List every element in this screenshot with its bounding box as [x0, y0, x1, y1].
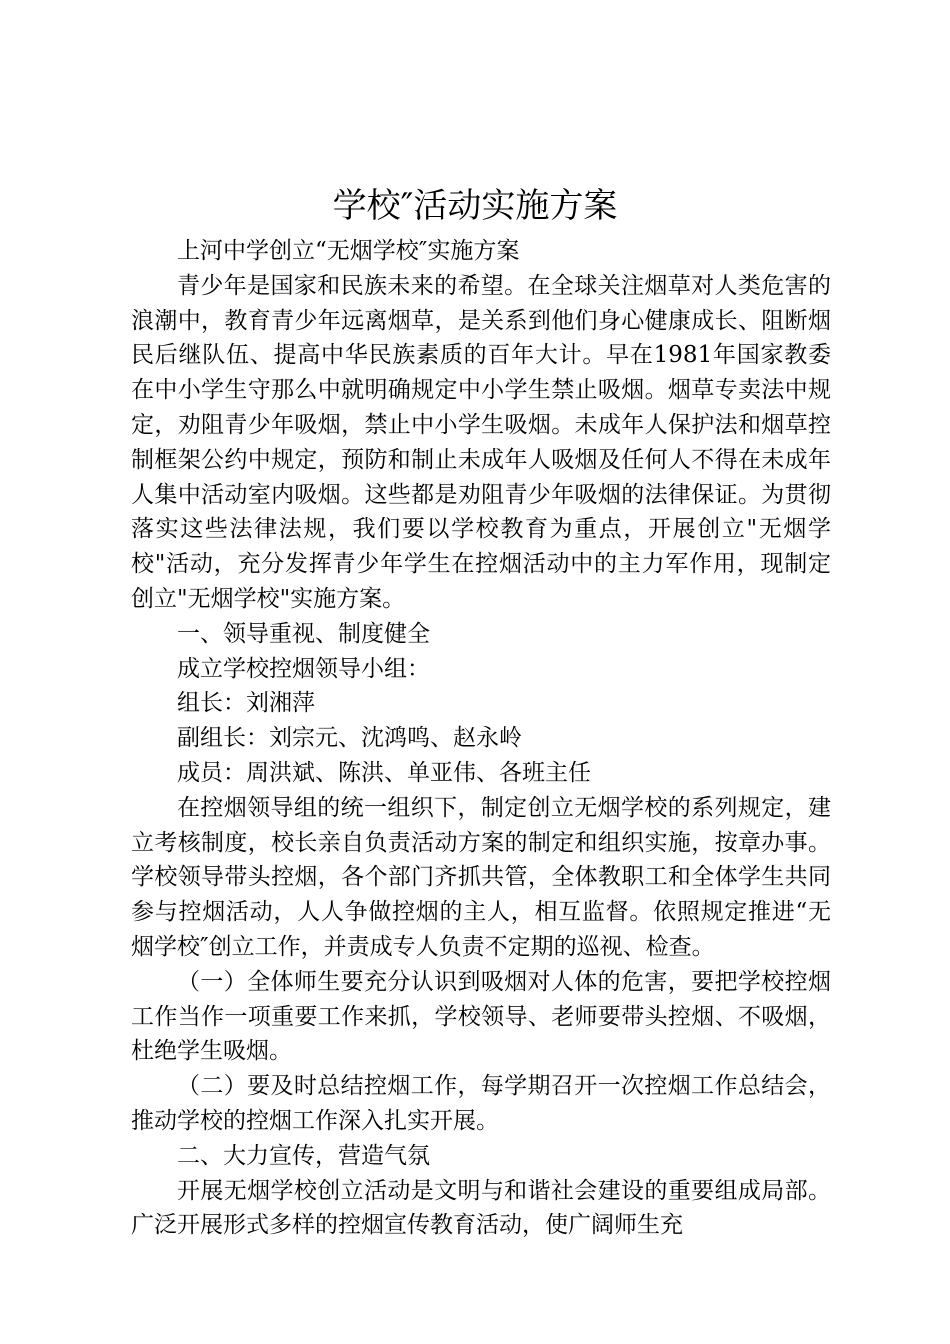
- section-heading-2: 二、大力宣传，营造气氛: [177, 1142, 430, 1169]
- paragraph-members: 成员：周洪斌、陈洪、单亚伟、各班主任: [177, 759, 591, 786]
- paragraph-publicity: 开展无烟学校创立活动是文明与和谐社会建设的重要组成局部。广泛开展形式多样的控烟宣传教育活动，使广阔师生充: [131, 1177, 831, 1239]
- section-heading-1: 一、领导重视、制度健全: [177, 620, 430, 647]
- paragraph-group-leader: 组长：刘湘萍: [177, 690, 315, 717]
- paragraph-deputy-leaders: 副组长：刘宗元、沈鸿鸣、赵永岭: [177, 725, 522, 752]
- paragraph-organization: 在控烟领导组的统一组织下，制定创立无烟学校的系列规定，建立考核制度，校长亲自负责活动方案的制定和组织实施，按章办事。学校领导带头控烟，各个部门齐抓共管，全体教职工和全体学生共同参与控烟活动，人人争做控烟的主人，相互监督。依照规定推进“无烟学校″创立工作，并责成专人负责不定期的巡视、检查。: [131, 794, 831, 960]
- paragraph-item-1: （一）全体师生要充分认识到吸烟对人体的危害，要把学校控烟工作当作一项重要工作来抓，学校领导、老师要带头控烟、不吸烟，杜绝学生吸烟。: [131, 968, 831, 1065]
- paragraph-group-intro: 成立学校控烟领导小组：: [177, 655, 430, 682]
- paragraph-intro: 青少年是国家和民族未来的希望。在全球关注烟草对人类危害的浪潮中，教育青少年远离烟草，是关系到他们身心健康成长、阻断烟民后继队伍、提高中华民族素质的百年大计。早在1981年国家教委在中小学生守那么中就明确规定中小学生禁止吸烟。烟草专卖法中规定，劝阻青少年吸烟，禁止中小学生吸烟。未成年人保护法和烟草控制框架公约中规定，预防和制止未成年人吸烟及任何人不得在未成年人集中活动室内吸烟。这些都是劝阻青少年吸烟的法律保证。为贯彻落实这些法律法规，我们要以学校教育为重点，开展创立"无烟学校"活动，充分发挥青少年学生在控烟活动中的主力军作用，现制定创立"无烟学校"实施方案。: [131, 272, 831, 612]
- paragraph-subtitle: 上河中学创立“无烟学校″实施方案: [177, 238, 520, 264]
- document-title: 学校″活动实施方案: [332, 186, 618, 226]
- document-body: [131, 234, 831, 1243]
- paragraph-item-2: （二）要及时总结控烟工作，每学期召开一次控烟工作总结会，推动学校的控烟工作深入扎实开展。: [131, 1073, 831, 1134]
